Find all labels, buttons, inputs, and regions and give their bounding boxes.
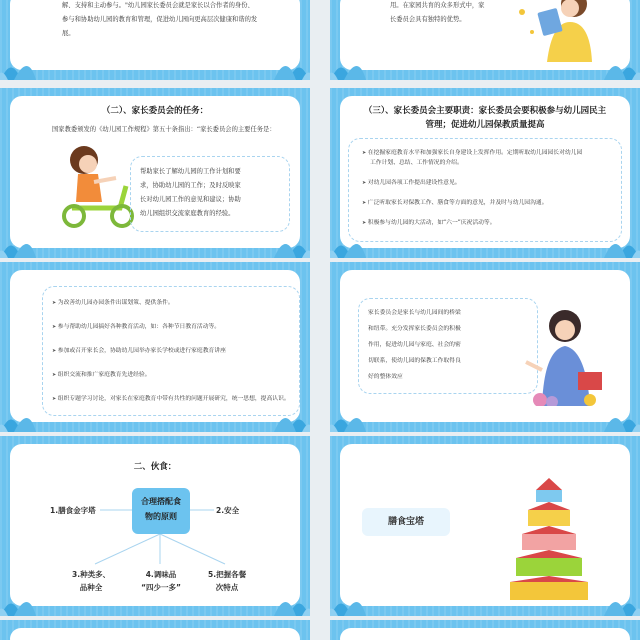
slide-4-card [340,96,630,248]
slide-6-card [340,270,630,422]
slide-5-card [10,270,300,422]
leaf-decoration-icon [0,228,66,258]
diagram-node-3 [72,568,110,594]
slide-2-line: 用。在家园共育的众多形式中，家 [390,2,485,9]
leaf-decoration-icon [244,586,310,616]
slide-1[interactable] [0,0,310,80]
leaf-decoration-icon [330,402,396,432]
slide-4-title: 管理；促进幼儿园保教质量提高 [425,120,545,130]
slide-3-intro: 国家教委颁发的《幼儿园工作规程》第五十条指出：“家长委员会的主要任务是： [52,126,276,133]
slide-4-bullet: ➤ 在挖掘家庭教育水平和加强家长自身建设上发挥作用。定期听取幼儿园园长对幼儿园 [362,148,582,158]
slide-6[interactable] [330,262,640,432]
slide-4-bullet: ➤ 对幼儿园各项工作提出建设性意见。 [362,178,461,188]
slide-6-line: 切联系，使幼儿园的保教工作取得良 [368,358,461,364]
node-5-line: 5.把握各餐 [208,570,247,579]
slide-9-card [10,628,300,640]
diagram-node-4 [136,568,186,594]
slide-3-title: （二）、家长委员会的任务： [101,106,209,116]
slide-5-bullet: ➤ 参与帮助幼儿园搞好各种教育活动，如：各种节日教育活动等。 [52,322,220,332]
slide-5-bullet: ➤ 为改善幼儿园办园条件出谋划策、提供条件。 [52,298,174,308]
leaf-decoration-icon [574,586,640,616]
slide-9[interactable] [0,620,310,640]
leaf-decoration-icon [330,586,396,616]
food-pagoda-icon [504,478,594,600]
slide-2[interactable] [330,0,640,80]
node-3-line: 3.种类多、 [72,570,111,579]
slide-3-line: 求，协助幼儿园的工作；及时反映家 [140,182,241,189]
leaf-decoration-icon [574,402,640,432]
leaf-decoration-icon [574,228,640,258]
slide-3-card [10,96,300,248]
slide-4[interactable] [330,88,640,258]
slide-7[interactable] [0,436,310,616]
slide-6-line: 家长委员会是家长与幼儿园间的桥梁 [368,310,461,316]
slide-7-card [10,444,300,606]
slide-7-title: 二、伙食： [133,462,177,472]
diagram-node-5 [208,568,246,594]
slide-1-line: 展。 [62,30,75,37]
food-pagoda-label: 膳食宝塔 [362,508,450,536]
slide-10-card [340,628,630,640]
slide-6-line: 和纽带。充分发挥家长委员会的积极 [368,326,461,332]
slide-6-line: 好的整体效应 [368,374,403,380]
slide-2-line: 长委员会具有独特的优势。 [390,16,466,23]
slide-4-title: （三）、家长委员会主要职责：家长委员会要积极参与幼儿园民主 [363,106,607,116]
leaf-decoration-icon [0,402,66,432]
slide-10[interactable] [330,620,640,640]
slide-5-bullet: ➤ 组织专题学习讨论，对家长在家庭教育中带有共性的问题开展研究，统一思想，提高认识。 [52,394,290,404]
leaf-decoration-icon [574,50,640,80]
slide-1-line: 参与和协助幼儿园的教育和管理，促进幼儿园向更高层次健康和谐的发 [62,16,258,23]
leaf-decoration-icon [244,402,310,432]
slide-4-bullet: ➤ 积极参与幼儿园的大活动，如“六一”庆祝活动等。 [362,218,496,228]
node-4-line: 4.调味品 [145,570,177,579]
slide-3[interactable] [0,88,310,258]
slide-3-line: 长对幼儿园工作的意见和建议；协助 [140,196,241,203]
center-node-line: 合理搭配食 [141,497,181,506]
node-3-line: 品种全 [79,583,103,592]
leaf-decoration-icon [244,50,310,80]
slide-8[interactable] [330,436,640,616]
leaf-decoration-icon [244,228,310,258]
leaf-decoration-icon [330,228,396,258]
slide-3-line: 幼儿园组织交流家庭教育的经验。 [140,210,235,217]
slide-3-line: 帮助家长了解幼儿园的工作计划和要 [140,168,241,175]
leaf-decoration-icon [0,50,66,80]
slide-5[interactable] [0,262,310,432]
slide-1-line: 解、支持和主动参与。"幼儿园家长委员会就是家长以合作者的身份、 [62,2,254,9]
slide-4-bullet: ➤ 广泛听取家长对保教工作、膳食等方面的意见，并及时与幼儿园沟通。 [362,198,548,208]
leaf-decoration-icon [330,50,396,80]
slide-4-bullet-cont: 工作计划、总结、工作情况的介绍。 [370,160,463,166]
slide-8-card [340,444,630,606]
teacher-illustration-icon [520,306,615,406]
node-5-line: 次特点 [215,583,239,592]
node-4-line: “四少一多” [141,583,181,592]
leaf-decoration-icon [0,586,66,616]
diagram-center-node [132,488,190,534]
diagram-node-1: 1.膳食金字塔 [50,506,96,515]
slide-6-line: 作用，促进幼儿园与家庭、社会的密 [368,342,461,348]
slide-5-bullet: ➤ 组织交流和推广家庭教育先进经验。 [52,370,151,380]
center-node-line: 物的原则 [145,512,177,521]
slide-5-bullet: ➤ 参加或召开家长会，协助幼儿园举办家长学校或进行家庭教育讲座 [52,346,226,356]
diagram-node-2: 2.安全 [216,506,240,515]
